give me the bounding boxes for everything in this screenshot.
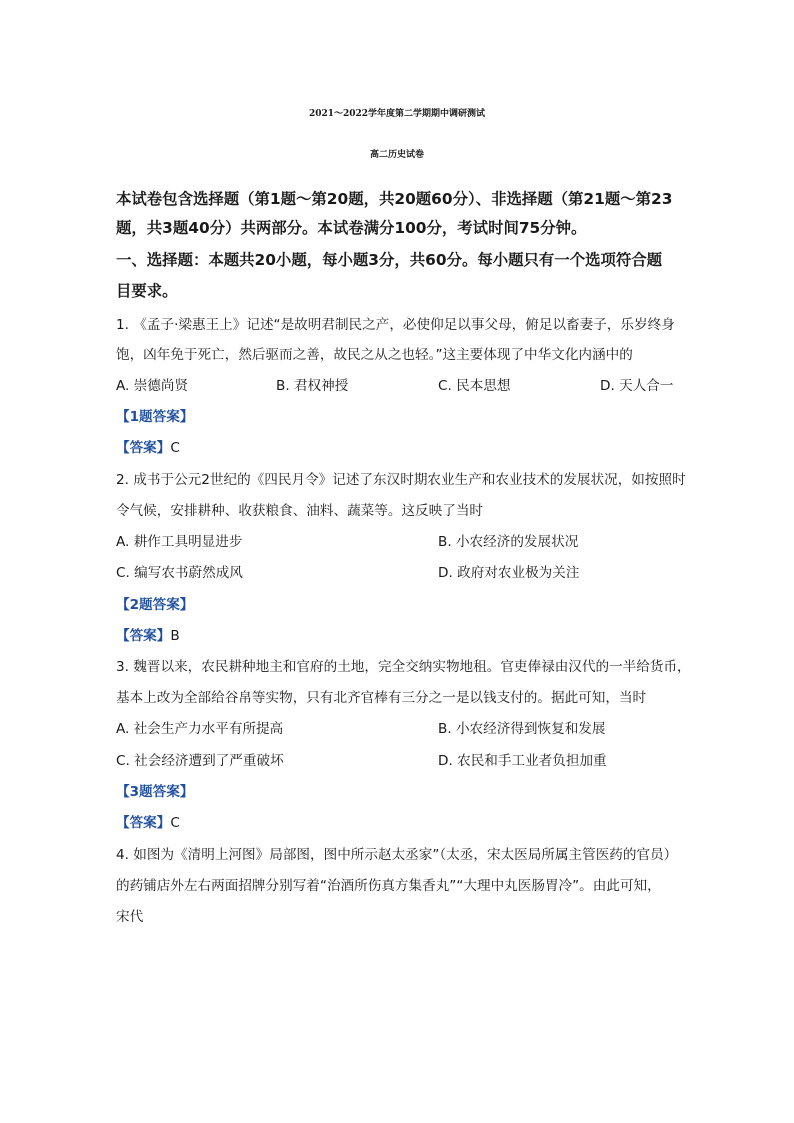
q1-answer-value: C <box>170 440 180 456</box>
q1-option-b: B. 君权神授 <box>276 378 349 394</box>
q1-option-a: A. 崇德尚贤 <box>116 378 189 394</box>
exam-subtitle: 高二历史试卷 <box>369 150 424 160</box>
q3-answer-tag: 【3题答案】 <box>116 784 194 800</box>
exam-title: 2021～2022学年度第二学期期中调研测试 <box>308 109 486 119</box>
q3-answer-label: 【答案】 <box>116 815 171 831</box>
q1-answer-tag: 【1题答案】 <box>116 409 194 425</box>
q1-stem-line-1: 1. 《孟子·梁惠王上》记述“是故明君制民之产，必使仰足以事父母，俯足以畜妻子，乐岁终身 <box>116 317 675 333</box>
section-heading-line-1: 一、选择题：本题共20小题，每小题3分，共60分。每小题只有一个选项符合题 <box>116 251 663 269</box>
q3-option-a: A. 社会生产力水平有所提高 <box>116 721 284 737</box>
q2-answer-label: 【答案】 <box>116 628 171 644</box>
q3-stem-line-1: 3. 魏晋以来，农民耕种地主和官府的土地，完全交纳实物地租。官吏俸禄由汉代的一半给货币， <box>116 659 691 675</box>
q2-stem-line-2: 令气候，安排耕种、收获粮食、油料、蔬菜等。这反映了当时 <box>116 503 484 519</box>
q4-stem-line-1: 4. 如图为《清明上河图》局部图，图中所示赵太丞家”（太丞，宋太医局所属主管医药的官员） <box>116 847 678 863</box>
q2-answer-value: B <box>170 628 180 644</box>
section-heading-line-2: 目要求。 <box>116 282 178 300</box>
q1-option-d: D. 天人合一 <box>600 378 674 394</box>
q3-answer-value: C <box>170 815 180 831</box>
q2-stem-line-1: 2. 成书于公元2世纪的《四民月令》记述了东汉时期农业生产和农业技术的发展状况，如按照时 <box>116 472 686 488</box>
q2-answer <box>116 624 180 644</box>
q1-option-c: C. 民本思想 <box>438 378 511 394</box>
intro-line-2: 题，共3题40分）共两部分。本试卷满分100分，考试时间75分钟。 <box>116 219 587 237</box>
q3-answer <box>116 811 180 831</box>
q3-option-c: C. 社会经济遭到了严重破坏 <box>116 753 284 769</box>
q3-stem-line-2: 基本上改为全部给谷帛等实物，只有北齐官棒有三分之一是以钱支付的。据此可知，当时 <box>116 690 647 706</box>
q4-stem-line-3: 宋代 <box>116 909 144 925</box>
q2-answer-tag: 【2题答案】 <box>116 597 194 613</box>
q1-answer <box>116 436 180 456</box>
q2-option-d: D. 政府对农业极为关注 <box>438 565 580 581</box>
q3-option-d: D. 农民和手工业者负担加重 <box>438 753 607 769</box>
q2-option-b: B. 小农经济的发展状况 <box>438 534 579 550</box>
q1-answer-label: 【答案】 <box>116 440 171 456</box>
q2-option-c: C. 编写农书蔚然成风 <box>116 565 243 581</box>
q1-stem-line-2: 饱，凶年免于死亡，然后驱而之善，故民之从之也轻。”这主要体现了中华文化内涵中的 <box>116 347 633 363</box>
q2-option-a: A. 耕作工具明显进步 <box>116 534 243 550</box>
q3-option-b: B. 小农经济得到恢复和发展 <box>438 721 606 737</box>
intro-line-1: 本试卷包含选择题（第1题～第20题，共20题60分）、非选择题（第21题～第23 <box>116 190 673 208</box>
q4-stem-line-2: 的药铺店外左右两面招牌分别写着“治酒所伤真方集香丸”“大理中丸医肠胃冷”。由此可知， <box>116 878 661 894</box>
